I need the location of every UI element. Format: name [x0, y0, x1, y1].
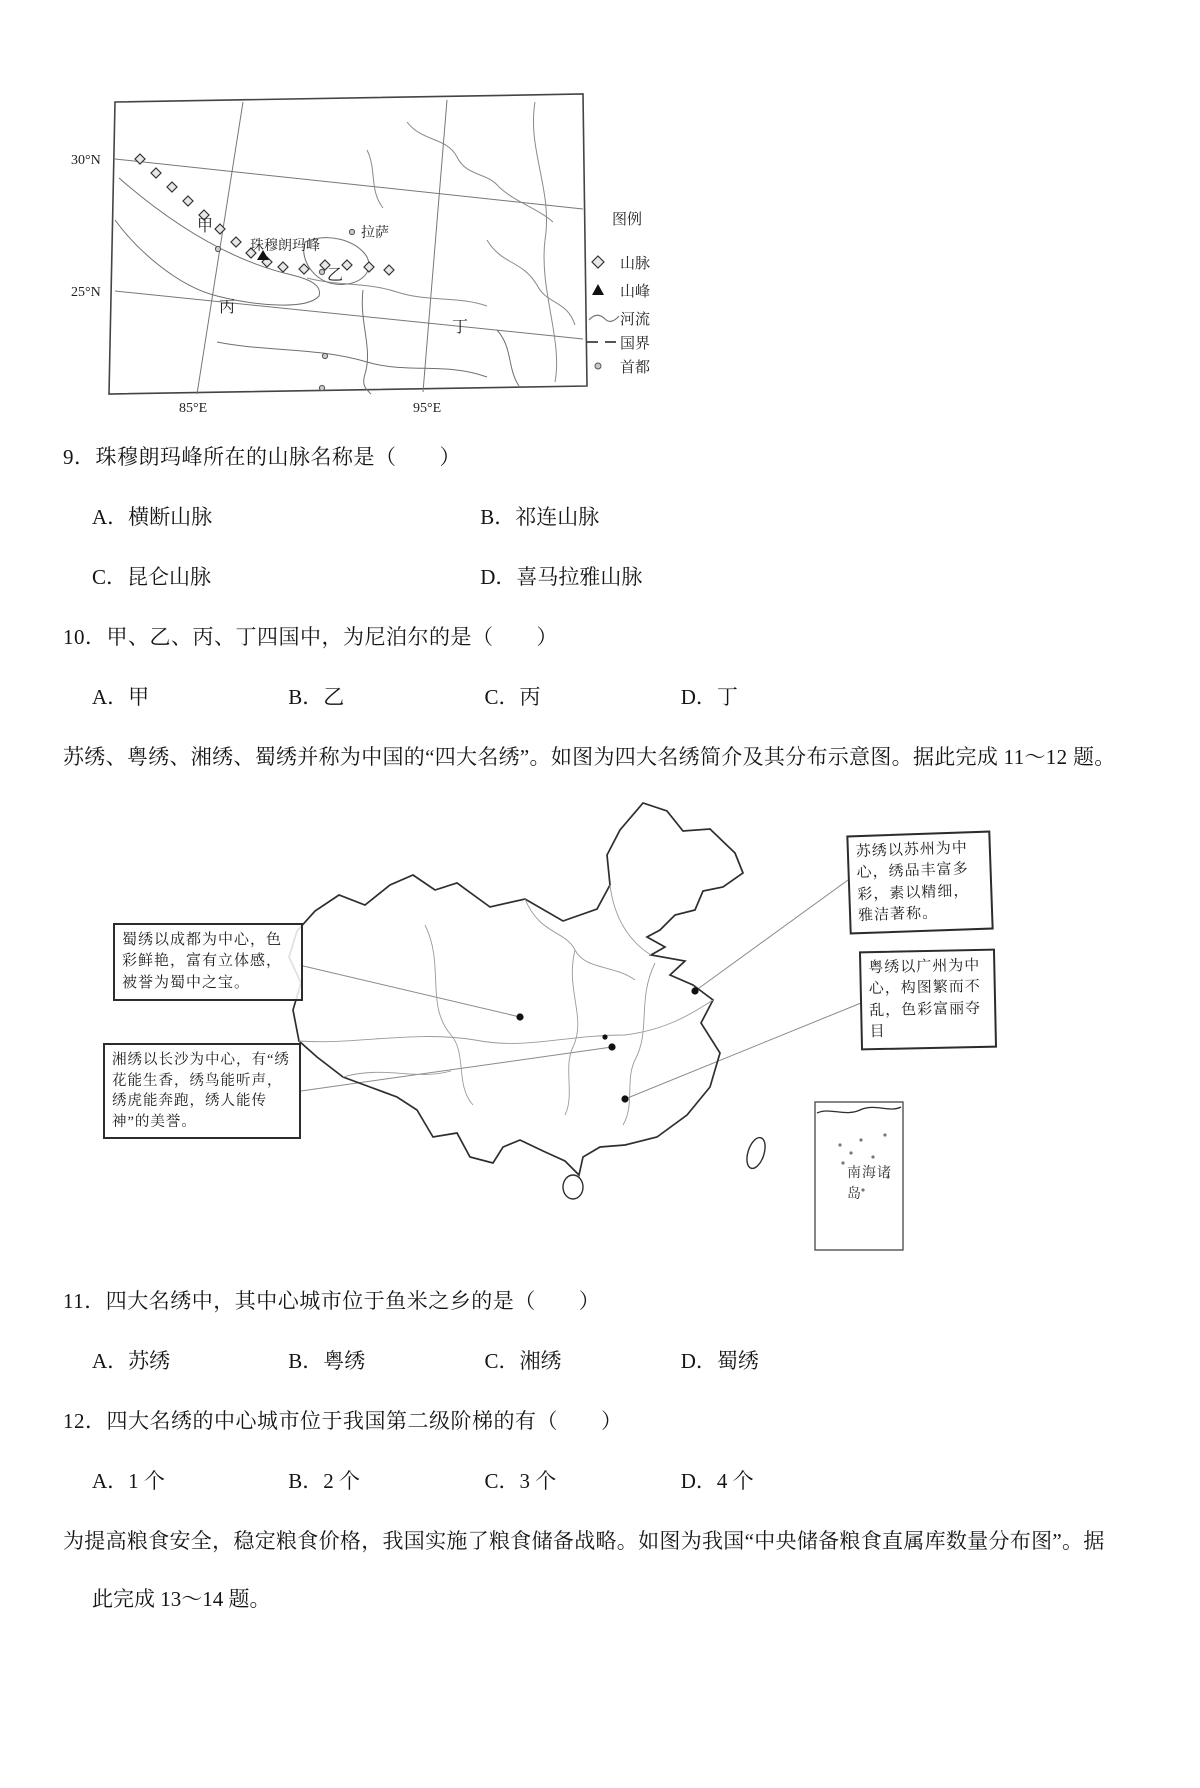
legend-peak-icon: [592, 284, 604, 295]
question-10-options: [92, 681, 1200, 711]
leader-lines: [299, 880, 861, 1099]
passage-embroidery: 苏绣、粤绣、湘绣、蜀绣并称为中国的“四大名绣”。如图为四大名绣简介及其分布示意图。据此完成 11～12 题。: [63, 745, 1116, 769]
south-china-sea-label: 南海诸岛: [847, 1166, 892, 1202]
question-12-options: [92, 1465, 1200, 1495]
everest-label: 珠穆朗玛峰: [250, 239, 320, 254]
option-10-b: B．乙: [288, 685, 345, 709]
option-9-d: D．喜马拉雅山脉: [480, 565, 643, 589]
rivers: [307, 102, 575, 382]
callout-xiang-embroidery: 湘绣以长沙为中心，有“绣花能生香，绣鸟能听声，绣虎能奔跑，绣人能传神”的美誉。: [103, 1043, 301, 1139]
legend: [587, 211, 650, 376]
callout-shu-embroidery: 蜀绣以成都为中心，色彩鲜艳，富有立体感，被誉为蜀中之宝。: [113, 923, 303, 1001]
legend-item-border: 国界: [620, 336, 651, 352]
option-11-d: D．蜀绣: [680, 1349, 759, 1373]
callout-su-embroidery: 苏绣以苏州为中心，绣品丰富多彩，素以精细，雅洁著称。: [846, 831, 993, 935]
country-jia-label: 甲: [197, 218, 214, 235]
option-9-a: A．横断山脉: [92, 505, 213, 529]
option-12-a: A．1 个: [92, 1469, 165, 1493]
question-12-text: 四大名绣的中心城市位于我国第二级阶梯的有（ ）: [106, 1409, 623, 1433]
guangzhou-dot: [621, 1095, 628, 1102]
legend-item-peak: 山峰: [620, 284, 651, 300]
question-9-number: 9．: [63, 445, 96, 469]
legend-item-mountain-range: 山脉: [620, 256, 651, 272]
question-11-text: 四大名绣中，其中心城市位于鱼米之乡的是（ ）: [105, 1289, 601, 1313]
callout-yue-embroidery: 粤绣以广州为中心，构图繁而不乱，色彩富丽夺目: [859, 949, 997, 1051]
map-frame: [109, 94, 587, 394]
china-outline: [289, 803, 743, 1175]
option-9-c: C．昆仑山脉: [92, 565, 212, 589]
question-11: [63, 1285, 1200, 1315]
option-11-a: A．苏绣: [92, 1349, 171, 1373]
country-yi-label: 乙: [327, 267, 344, 284]
city-dots: [516, 987, 698, 1102]
option-9-b: B．祁连山脉: [480, 505, 600, 529]
legend-river-icon: [589, 315, 619, 321]
option-11-c: C．湘绣: [484, 1349, 562, 1373]
question-11-number: 11．: [63, 1289, 106, 1313]
legend-item-river: 河流: [620, 312, 651, 328]
option-10-a: A．甲: [92, 685, 150, 709]
passage-grain-line2: 此完成 13～14 题。: [92, 1587, 271, 1611]
lon-95-label: 95°E: [413, 401, 442, 416]
question-9-options-row-2: [92, 561, 1200, 591]
city-dot-small: [602, 1034, 607, 1039]
lat-30-label: 30°N: [71, 153, 101, 168]
lat-25-line: [115, 291, 583, 339]
legend-item-capital: 首都: [620, 360, 651, 376]
question-11-options: [92, 1345, 1200, 1375]
option-11-b: B．粤绣: [288, 1349, 366, 1373]
option-12-c: C．3 个: [484, 1469, 557, 1493]
figure-embroidery-map: [95, 795, 1000, 1255]
country-borders: [115, 178, 519, 394]
question-12-number: 12．: [63, 1409, 107, 1433]
chengdu-dot: [516, 1013, 523, 1020]
question-9-options-row-1: [92, 501, 1200, 531]
option-12-b: B．2 个: [288, 1469, 361, 1493]
option-10-c: C．丙: [484, 685, 541, 709]
lhasa-label: 拉萨: [361, 226, 389, 241]
taiwan-island: [743, 1135, 768, 1170]
legend-title: 图例: [612, 212, 643, 228]
option-12-d: D．4 个: [680, 1469, 754, 1493]
question-9-text: 珠穆朗玛峰所在的山脉名称是（ ）: [95, 445, 461, 469]
question-10: [63, 621, 1200, 651]
changsha-dot: [608, 1043, 615, 1050]
passage-grain-line1: 为提高粮食安全，稳定粮食价格，我国实施了粮食储备战略。如图为我国“中央储备粮食直属库数量分布图”。据: [63, 1529, 1105, 1553]
option-10-d: D．丁: [680, 685, 738, 709]
question-10-number: 10．: [63, 625, 107, 649]
lon-85-label: 85°E: [179, 401, 208, 416]
suzhou-dot: [691, 987, 698, 994]
country-bing-label: 丙: [219, 299, 236, 316]
legend-capital-icon: [595, 363, 601, 369]
question-9: [63, 441, 1200, 471]
question-10-text: 甲、乙、丙、丁四国中，为尼泊尔的是（ ）: [106, 625, 558, 649]
legend-mountain-range-icon: [592, 256, 604, 268]
country-ding-label: 丁: [452, 319, 469, 336]
hainan-island: [563, 1175, 583, 1199]
himalaya-map-svg: [67, 90, 792, 420]
figure-himalaya-map: [67, 90, 1200, 425]
lat-25-label: 25°N: [71, 285, 101, 300]
question-12: [63, 1405, 1200, 1435]
